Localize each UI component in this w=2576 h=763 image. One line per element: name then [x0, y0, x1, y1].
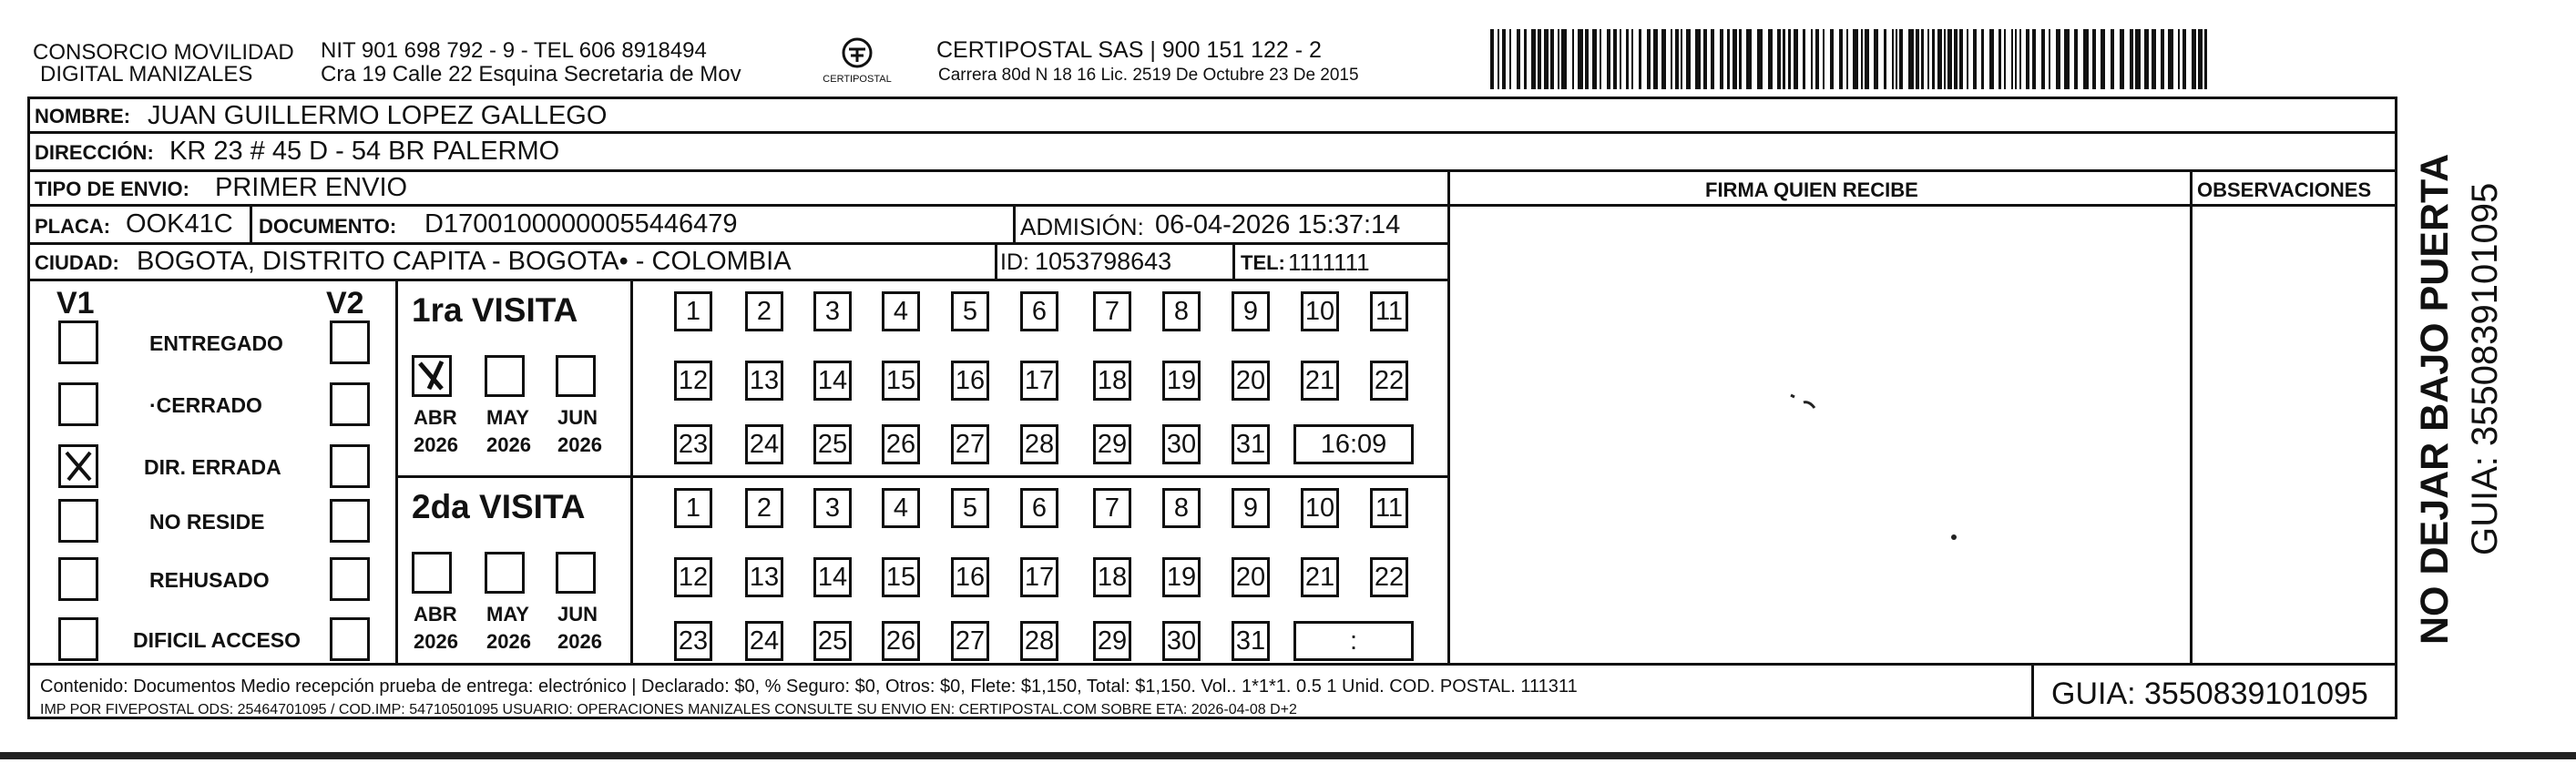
barcode-bar: [2019, 29, 2021, 89]
barcode-bar: [1967, 29, 1968, 89]
day-box[interactable]: 19: [1162, 361, 1201, 401]
barcode-bar: [1578, 29, 1583, 89]
visit-title: 2da VISITA: [412, 488, 586, 525]
barcode-bar: [1686, 29, 1691, 89]
barcode-bar: [2144, 29, 2149, 89]
day-box[interactable]: 7: [1093, 291, 1131, 331]
day-box[interactable]: 20: [1232, 557, 1270, 597]
status-option-label: DIFICIL ACCESO: [133, 628, 302, 652]
barcode-bar: [2161, 29, 2164, 89]
year-label: 2026: [557, 433, 602, 456]
barcode-bar: [1998, 29, 2001, 89]
v1-checkbox[interactable]: [58, 382, 98, 426]
day-box[interactable]: 31: [1232, 621, 1270, 661]
certipostal-logo-icon: [816, 35, 898, 89]
barcode-bar: [2026, 29, 2029, 89]
day-box[interactable]: 10: [1301, 291, 1339, 331]
barcode-bar: [1811, 29, 1813, 89]
day-box[interactable]: 27: [951, 424, 989, 464]
day-box[interactable]: 25: [813, 621, 852, 661]
barcode-bar: [2178, 29, 2180, 89]
v1-checkbox[interactable]: [58, 444, 98, 488]
day-box[interactable]: 28: [1020, 621, 1058, 661]
barcode-bar: [1794, 29, 1798, 89]
day-box[interactable]: 24: [745, 621, 783, 661]
placa-value: OOK41C: [126, 209, 233, 239]
barcode-bar: [1896, 29, 1897, 89]
day-box[interactable]: 28: [1020, 424, 1058, 464]
barcode-bar: [2111, 29, 2114, 89]
barcode-bar: [1830, 29, 1834, 89]
day-box[interactable]: 4: [882, 291, 920, 331]
barcode-bar: [1853, 29, 1858, 89]
day-box[interactable]: 10: [1301, 488, 1339, 528]
day-box[interactable]: 26: [882, 424, 920, 464]
firma-header: FIRMA QUIEN RECIBE: [1705, 178, 1918, 201]
barcode-bar: [1733, 29, 1737, 89]
company-nit: NIT 901 698 792 - 9 - TEL 606 8918494: [321, 38, 707, 63]
barcode-bar: [1647, 29, 1651, 89]
direccion-label: DIRECCIÓN:: [35, 141, 154, 164]
v2-checkbox[interactable]: [330, 499, 370, 543]
barcode-bar: [2168, 29, 2173, 89]
day-box[interactable]: 13: [745, 361, 783, 401]
day-box[interactable]: 15: [882, 361, 920, 401]
tipo-envio-value: PRIMER ENVIO: [215, 173, 408, 202]
barcode-bar: [1661, 29, 1666, 89]
day-box[interactable]: 23: [674, 424, 712, 464]
day-box[interactable]: 14: [813, 361, 852, 401]
day-box[interactable]: 19: [1162, 557, 1201, 597]
barcode-bar: [1892, 29, 1894, 89]
barcode-bar: [1788, 29, 1791, 89]
v1-label: V1: [56, 286, 95, 320]
day-box[interactable]: 2: [745, 291, 783, 331]
barcode-bar: [1558, 29, 1559, 89]
barcode-bar: [2083, 29, 2089, 89]
barcode-bar: [2130, 29, 2133, 89]
barcode-bar: [2152, 29, 2156, 89]
day-box[interactable]: 9: [1232, 291, 1270, 331]
barcode-bar: [1815, 29, 1819, 89]
tel-value: 1111111: [1288, 249, 1370, 276]
day-box[interactable]: 14: [813, 557, 852, 597]
barcode-bar: [1803, 29, 1805, 89]
day-box[interactable]: 18: [1093, 361, 1131, 401]
day-box[interactable]: 15: [882, 557, 920, 597]
barcode-bar: [2004, 29, 2006, 89]
month-label: ABR: [414, 406, 457, 429]
barcode-bar: [1620, 29, 1621, 89]
barcode-bar: [1498, 29, 1499, 89]
month-checkbox[interactable]: [412, 552, 452, 594]
signature-marks: [1767, 382, 1986, 565]
v2-label: V2: [326, 286, 364, 320]
v2-checkbox[interactable]: [330, 320, 370, 364]
v1-checkbox[interactable]: [58, 617, 98, 661]
day-box[interactable]: 29: [1093, 621, 1131, 661]
no-dejar-warning: NO DEJAR BAJO PUERTA: [2413, 153, 2457, 645]
barcode-bar: [1973, 29, 1977, 89]
barcode-bar: [2092, 29, 2096, 89]
barcode-bar: [1524, 29, 1527, 89]
barcode-bar: [1703, 29, 1707, 89]
barcode-bar: [2049, 29, 2050, 89]
company-name-line1: CONSORCIO MOVILIDAD: [33, 40, 294, 65]
day-box[interactable]: 13: [745, 557, 783, 597]
admision-value: 06-04-2026 15:37:14: [1155, 210, 1401, 239]
side-guia: GUIA: 3550839101095: [2465, 182, 2505, 555]
barcode-bar: [1517, 29, 1520, 89]
admision-label: ADMISIÓN:: [1020, 213, 1144, 240]
barcode-bar: [1916, 29, 1919, 89]
day-box[interactable]: 3: [813, 291, 852, 331]
guia-footer: GUIA: 3550839101095: [2051, 677, 2368, 711]
barcode-bar: [1899, 29, 1903, 89]
month-checkbox[interactable]: [556, 552, 596, 594]
v1-checkbox[interactable]: [58, 557, 98, 601]
status-option-label: ·CERRADO: [149, 393, 262, 417]
month-label: MAY: [486, 603, 529, 626]
barcode-bar: [1989, 29, 1994, 89]
barcode-bar: [1921, 29, 1924, 89]
barcode-bar: [2074, 29, 2078, 89]
year-label: 2026: [557, 630, 602, 653]
barcode-bar: [2101, 29, 2105, 89]
barcode-bar: [1592, 29, 1597, 89]
day-box[interactable]: 7: [1093, 488, 1131, 528]
barcode-bar: [1927, 29, 1929, 89]
barcode-bar: [1671, 29, 1672, 89]
ciudad-value: BOGOTA, DISTRITO CAPITA - BOGOTA• - COLOMBIA: [137, 247, 792, 276]
barcode-bar: [2182, 29, 2186, 89]
barcode-bar: [1626, 29, 1629, 89]
id-value: 1053798643: [1035, 248, 1172, 275]
year-label: 2026: [414, 433, 458, 456]
day-box[interactable]: 12: [674, 557, 712, 597]
barcode: [1487, 27, 2215, 91]
barcode-bar: [2041, 29, 2045, 89]
barcode-bar: [1777, 29, 1781, 89]
barcode-bar: [1695, 29, 1701, 89]
barcode-bar: [2015, 29, 2017, 89]
barcode-bar: [1861, 29, 1863, 89]
barcode-bar: [1550, 29, 1554, 89]
year-label: 2026: [486, 630, 531, 653]
barcode-bar: [1585, 29, 1589, 89]
day-box[interactable]: 23: [674, 621, 712, 661]
id-label: ID:: [1000, 249, 1029, 275]
day-box[interactable]: 17: [1020, 361, 1058, 401]
svg-text:CERTIPOSTAL: CERTIPOSTAL: [823, 74, 892, 85]
month-checkbox[interactable]: [412, 355, 452, 397]
barcode-bar: [1572, 29, 1574, 89]
day-box[interactable]: 21: [1301, 361, 1339, 401]
month-label: MAY: [486, 406, 529, 429]
month-checkbox[interactable]: [485, 355, 525, 397]
day-box[interactable]: 6: [1020, 488, 1058, 528]
bottom-edge: [0, 752, 2576, 759]
nombre-label: NOMBRE:: [35, 105, 131, 127]
day-box[interactable]: 22: [1370, 361, 1408, 401]
tel-label: TEL:: [1241, 251, 1285, 274]
barcode-bar: [2056, 29, 2060, 89]
barcode-bar: [1884, 29, 1886, 89]
day-box[interactable]: 26: [882, 621, 920, 661]
barcode-bar: [1937, 29, 1942, 89]
year-label: 2026: [486, 433, 531, 456]
status-option-label: REHUSADO: [149, 568, 270, 592]
barcode-bar: [1768, 29, 1773, 89]
check-mark-icon: [414, 358, 449, 394]
day-box[interactable]: 22: [1370, 557, 1408, 597]
ciudad-label: CIUDAD:: [35, 251, 119, 274]
barcode-bar: [1490, 29, 1494, 89]
status-option-label: ENTREGADO: [149, 331, 283, 355]
barcode-bar: [1865, 29, 1869, 89]
day-box[interactable]: 6: [1020, 291, 1058, 331]
barcode-bar: [1711, 29, 1714, 89]
barcode-bar: [2032, 29, 2036, 89]
barcode-bar: [1959, 29, 1963, 89]
day-box[interactable]: 11: [1370, 488, 1408, 528]
barcode-bar: [1675, 29, 1679, 89]
barcode-bar: [2064, 29, 2070, 89]
barcode-bar: [2011, 29, 2013, 89]
v2-checkbox[interactable]: [330, 557, 370, 601]
day-box[interactable]: 1: [674, 488, 712, 528]
barcode-bar: [1681, 29, 1682, 89]
visit-title: 1ra VISITA: [412, 291, 578, 329]
barcode-bar: [1600, 29, 1601, 89]
day-box[interactable]: 25: [813, 424, 852, 464]
barcode-bar: [1653, 29, 1658, 89]
day-box[interactable]: 16: [951, 557, 989, 597]
barcode-bar: [2198, 29, 2203, 89]
company-name-line2: DIGITAL MANIZALES: [40, 62, 253, 86]
visit-time-field[interactable]: 16:09: [1293, 424, 1414, 464]
day-box[interactable]: 12: [674, 361, 712, 401]
barcode-bar: [1981, 29, 1984, 89]
barcode-bar: [1531, 29, 1536, 89]
barcode-bar: [1947, 29, 1952, 89]
barcode-bar: [1502, 29, 1506, 89]
day-box[interactable]: 11: [1370, 291, 1408, 331]
v1-checkbox[interactable]: [58, 499, 98, 543]
carrier-address: Carrera 80d N 18 16 Lic. 2519 De Octubre 23 De 2015: [938, 66, 1359, 85]
barcode-bar: [1846, 29, 1848, 89]
placa-label: PLACA:: [35, 215, 111, 238]
barcode-bar: [1757, 29, 1763, 89]
tipo-envio-label: TIPO DE ENVIO:: [35, 178, 189, 200]
barcode-bar: [1561, 29, 1567, 89]
month-label: JUN: [557, 603, 598, 626]
month-checkbox[interactable]: [485, 552, 525, 594]
v1-checkbox[interactable]: [58, 320, 98, 364]
day-box[interactable]: 30: [1162, 621, 1201, 661]
observaciones-header: OBSERVACIONES: [2197, 178, 2372, 201]
certipostal-logo: [816, 35, 898, 89]
barcode-bar: [1823, 29, 1825, 89]
barcode-bar: [1631, 29, 1633, 89]
month-label: ABR: [414, 603, 457, 626]
day-box[interactable]: 5: [951, 291, 989, 331]
barcode-bar: [1509, 29, 1511, 89]
month-checkbox[interactable]: [556, 355, 596, 397]
barcode-bar: [1544, 29, 1549, 89]
barcode-bar: [1607, 29, 1610, 89]
day-box[interactable]: 31: [1232, 424, 1270, 464]
barcode-bar: [1783, 29, 1785, 89]
barcode-bar: [2204, 29, 2207, 89]
v2-checkbox[interactable]: [330, 617, 370, 661]
day-box[interactable]: 27: [951, 621, 989, 661]
barcode-bar: [1874, 29, 1878, 89]
visit-time-field[interactable]: :: [1293, 621, 1414, 661]
day-box[interactable]: 5: [951, 488, 989, 528]
barcode-bar: [1739, 29, 1742, 89]
side-panel: [2405, 100, 2569, 646]
imp-line: IMP POR FIVEPOSTAL ODS: 25464701095 / COD.IMP: 54710501095 USUARIO: OPERACIONES MANIZALES CONSULTE SU ENVIO EN: CERTIPOSTAL.COM SOBRE ETA: 2026-04-08 D+2: [40, 702, 1297, 717]
barcode-bar: [1908, 29, 1914, 89]
day-box[interactable]: 30: [1162, 424, 1201, 464]
nombre-value: JUAN GUILLERMO LOPEZ GALLEGO: [148, 101, 608, 130]
barcode-bar: [1538, 29, 1541, 89]
day-box[interactable]: 3: [813, 488, 852, 528]
barcode-bar: [1944, 29, 1946, 89]
barcode-bar: [1932, 29, 1935, 89]
day-box[interactable]: 8: [1162, 291, 1201, 331]
day-box[interactable]: 9: [1232, 488, 1270, 528]
documento-value: D17001000000055446479: [424, 209, 738, 239]
day-box[interactable]: 8: [1162, 488, 1201, 528]
barcode-bar: [2120, 29, 2124, 89]
day-box[interactable]: 29: [1093, 424, 1131, 464]
year-label: 2026: [414, 630, 458, 653]
barcode-bar: [1727, 29, 1730, 89]
day-box[interactable]: 2: [745, 488, 783, 528]
barcode-bar: [2135, 29, 2141, 89]
v2-checkbox[interactable]: [330, 444, 370, 488]
barcode-bar: [1720, 29, 1723, 89]
day-box[interactable]: 4: [882, 488, 920, 528]
check-mark-icon: [61, 447, 96, 485]
day-box[interactable]: 24: [745, 424, 783, 464]
status-option-label: NO RESIDE: [149, 510, 265, 534]
contenido-line: Contenido: Documentos Medio recepción prueba de entrega: electrónico | Declarado: $0, % Seguro: $0, Otros: $0, Flete: $1,150, Total: $1,150. Vol.. 1*1*1. 0.5 1 Unid. COD. POSTAL. 111311: [40, 677, 1578, 697]
day-box[interactable]: 21: [1301, 557, 1339, 597]
barcode-bar: [1746, 29, 1752, 89]
day-box[interactable]: 18: [1093, 557, 1131, 597]
carrier-name: CERTIPOSTAL SAS | 900 151 122 - 2: [936, 37, 1322, 63]
documento-label: DOCUMENTO:: [259, 215, 397, 238]
month-label: JUN: [557, 406, 598, 429]
direccion-value: KR 23 # 45 D - 54 BR PALERMO: [169, 137, 560, 166]
day-box[interactable]: 1: [674, 291, 712, 331]
v2-checkbox[interactable]: [330, 382, 370, 426]
barcode-bar: [1639, 29, 1641, 89]
barcode-bar: [1954, 29, 1958, 89]
status-option-label: DIR. ERRADA: [144, 455, 281, 479]
barcode-bar: [2192, 29, 2196, 89]
day-box[interactable]: 17: [1020, 557, 1058, 597]
day-box[interactable]: 20: [1232, 361, 1270, 401]
company-address: Cra 19 Calle 22 Esquina Secretaria de Mov: [321, 62, 741, 86]
barcode-bar: [1839, 29, 1843, 89]
barcode-bar: [1613, 29, 1617, 89]
day-box[interactable]: 16: [951, 361, 989, 401]
